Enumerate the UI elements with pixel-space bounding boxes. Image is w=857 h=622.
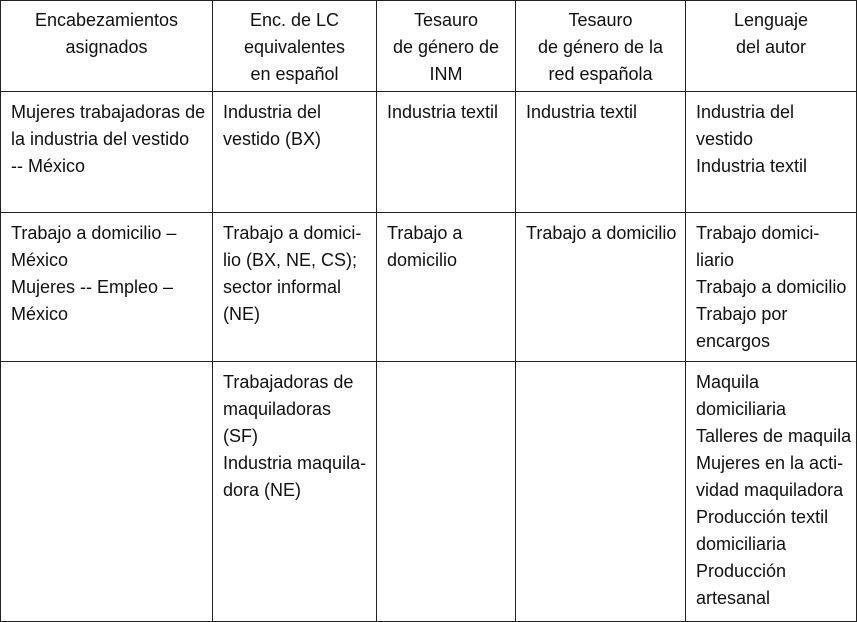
table-cell	[213, 213, 377, 362]
cell-line: domiciliaria	[696, 534, 787, 554]
cell-line: Trabajo a domicilio –	[11, 223, 177, 243]
cell-line: encargos	[696, 331, 771, 351]
cell-line: México	[11, 304, 69, 324]
cell-line: Mujeres en la acti-	[696, 453, 844, 473]
header-line: equivalentes	[243, 37, 346, 57]
table-cell	[213, 362, 377, 622]
cell-line: Industria textil	[526, 102, 638, 122]
table-cell	[516, 213, 686, 362]
header-line: Enc. de LC	[249, 10, 340, 30]
header-line: Tesauro	[568, 10, 633, 30]
cell-line: la industria del vestido	[11, 129, 190, 149]
header-line: red española	[548, 64, 653, 84]
table-row	[1, 213, 857, 362]
cell-line: Industria textil	[387, 102, 499, 122]
table-cell	[516, 362, 686, 622]
cell-line: Producción textil	[696, 507, 829, 527]
cell-line: lio (BX, NE, CS);	[223, 250, 358, 270]
table-cell	[377, 362, 516, 622]
cell-line: Maquila	[696, 372, 760, 392]
cell-line: liario	[696, 250, 735, 270]
table-row	[1, 362, 857, 622]
cell-line: Industria textil	[696, 156, 808, 176]
cell-line: Trabajo a domicilio	[696, 277, 847, 297]
table-cell	[686, 92, 857, 213]
cell-line: Industria del	[223, 102, 322, 122]
header-cell-inm-thesaurus	[377, 1, 516, 92]
header-cell-author-language	[686, 1, 857, 92]
cell-line: Industria del	[696, 102, 795, 122]
table-cell	[516, 92, 686, 213]
header-row	[1, 1, 857, 92]
header-line: Lenguaje	[733, 10, 809, 30]
table-cell	[213, 92, 377, 213]
cell-line: Trabajo domici-	[696, 223, 820, 243]
header-cell-lc-spanish	[213, 1, 377, 92]
header-line: asignados	[65, 37, 148, 57]
cell-line: sector informal	[223, 277, 342, 297]
header-line: de género de	[392, 37, 500, 57]
cell-line: vidad maquiladora	[696, 480, 844, 500]
cell-line: Talleres de maquila	[696, 426, 852, 446]
cell-line: México	[11, 250, 69, 270]
table-cell	[377, 92, 516, 213]
cell-line: maquiladoras	[223, 399, 332, 419]
cell-line: Trabajo a domicilio	[526, 223, 677, 243]
cell-line: Producción	[696, 561, 787, 581]
header-line: INM	[429, 64, 463, 84]
header-cell-assigned-headings	[1, 1, 213, 92]
cell-line: vestido	[696, 129, 754, 149]
table-cell	[1, 92, 213, 213]
cell-line: dora (NE)	[223, 480, 302, 500]
cell-line: Industria maquila-	[223, 453, 367, 473]
header-line: del autor	[735, 37, 807, 57]
cell-line: Mujeres -- Empleo –	[11, 277, 174, 297]
cell-line: Trabajadoras de	[223, 372, 354, 392]
header-line: Encabezamientos	[34, 10, 179, 30]
cell-line: artesanal	[696, 588, 771, 608]
cell-line: vestido (BX)	[223, 129, 322, 149]
table-cell	[377, 213, 516, 362]
table-cell	[686, 362, 857, 622]
cell-line: domiciliaria	[696, 399, 787, 419]
header-line: en español	[250, 64, 339, 84]
header-line: Tesauro	[413, 10, 479, 30]
table-row	[1, 92, 857, 213]
header-cell-spanish-network-thesaurus	[516, 1, 686, 92]
cell-line: Trabajo a domici-	[223, 223, 362, 243]
cell-line: Trabajo por	[696, 304, 788, 324]
header-line: de género de la	[537, 37, 664, 57]
cell-line: Mujeres trabajadoras de	[11, 102, 206, 122]
table-cell	[1, 362, 213, 622]
table-cell	[1, 213, 213, 362]
cell-line: (SF)	[223, 426, 258, 446]
cell-line: domicilio	[387, 250, 458, 270]
cell-line: -- México	[11, 156, 86, 176]
cell-line: (NE)	[223, 304, 260, 324]
cell-line: Trabajo a	[387, 223, 463, 243]
table-cell	[686, 213, 857, 362]
